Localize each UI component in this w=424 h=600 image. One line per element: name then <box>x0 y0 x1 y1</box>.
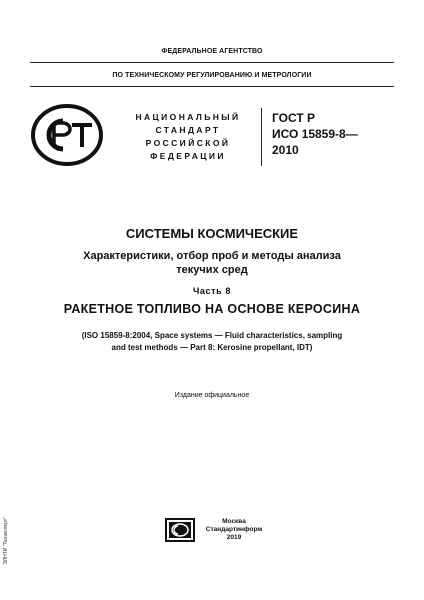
second-rule <box>30 86 394 87</box>
top-rule <box>30 62 394 63</box>
iso-reference-line-1: (ISO 15859-8:2004, Space systems — Fluid characteristics, sampling <box>81 331 343 340</box>
publisher-year: 2019 <box>226 534 242 541</box>
publisher-name: Стандартинформ <box>205 526 263 533</box>
part-title: РАКЕТНОЕ ТОПЛИВО НА ОСНОВЕ КЕРОСИНА <box>63 302 361 316</box>
agency-line-2: ПО ТЕХНИЧЕСКОМУ РЕГУЛИРОВАНИЮ И МЕТРОЛОГИИ <box>112 72 312 79</box>
gost-number-line-2: ИСО 15859-8— <box>272 127 358 141</box>
standard-label-2: СТАНДАРТ <box>155 125 221 135</box>
rst-emblem-icon <box>30 103 104 167</box>
document-title: СИСТЕМЫ КОСМИЧЕСКИЕ <box>125 226 299 241</box>
part-number: Часть 8 <box>193 286 231 296</box>
standard-label-3: РОССИЙСКОЙ <box>145 138 231 148</box>
gost-number-line-1: ГОСТ Р <box>272 111 316 125</box>
side-watermark-text: ЭЛНТИ "Техэксперт" <box>3 517 9 565</box>
edition-label: Издание официальное <box>174 392 250 399</box>
standard-label-4: ФЕДЕРАЦИИ <box>150 151 226 161</box>
document-subtitle-2: текучих сред <box>176 264 248 276</box>
standartinform-logo-icon <box>165 518 195 542</box>
standard-label-1: НАЦИОНАЛЬНЫЙ <box>135 112 241 122</box>
agency-line-1: ФЕДЕРАЛЬНОЕ АГЕНТСТВО <box>161 48 263 55</box>
gost-number-line-3: 2010 <box>272 143 299 157</box>
publisher-city: Москва <box>222 518 246 525</box>
iso-reference-line-2: and test methods — Part 8: Kerosine propellant, IDT) <box>111 343 313 352</box>
vertical-divider <box>261 108 262 166</box>
document-subtitle-1: Характеристики, отбор проб и методы анализа <box>83 250 341 262</box>
